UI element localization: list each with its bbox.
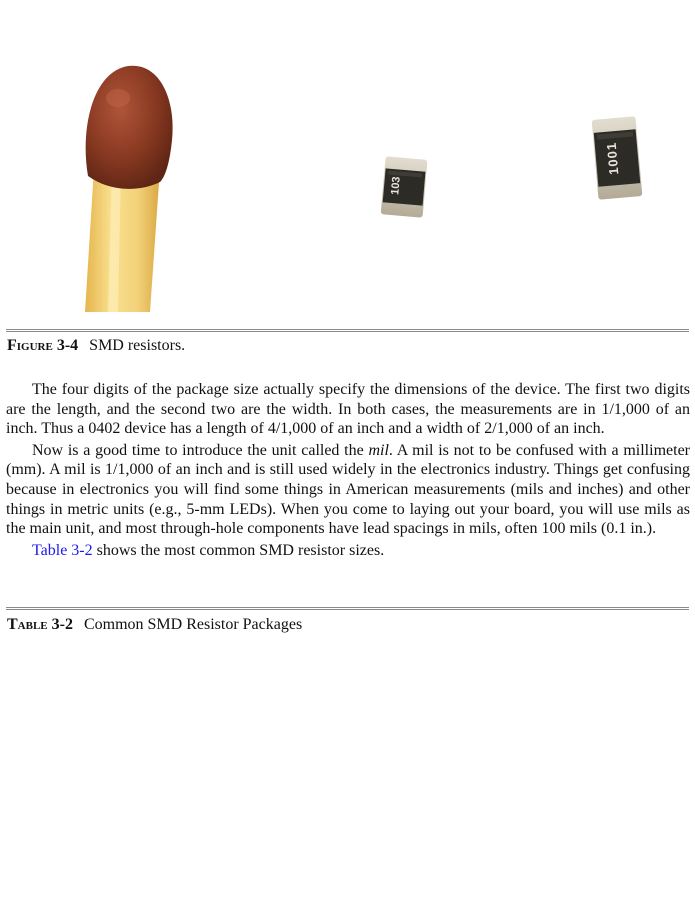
figure-label: Figure	[7, 337, 53, 354]
figure-caption	[7, 337, 185, 355]
para2-before: Now is a good time to introduce the unit called the	[32, 441, 369, 459]
table-3-2-link[interactable]: Table 3-2	[32, 541, 93, 559]
table-label: Table	[7, 616, 48, 633]
figure-caption-text: SMD resistors.	[89, 337, 186, 354]
smd-resistors-photo	[0, 0, 695, 320]
para3-after: shows the most common SMD resistor sizes.	[92, 541, 385, 559]
paragraph-mil-unit	[6, 441, 690, 539]
table-caption	[7, 616, 302, 634]
match-head	[86, 66, 173, 189]
table-caption-text: Common SMD Resistor Packages	[83, 616, 303, 633]
paragraph-package-size: The four digits of the package size actually specify the dimensions of the device. The first two digits are the length, and the second two are the width. In both cases, the measurements are in 1/1,000 of an inch. Thus a 0402 device has a length of 4/1,000 of an inch and a width of 2/1,000 of an inch.	[6, 381, 690, 438]
resistor-large-marking: 1001	[603, 141, 622, 176]
table-number: 3-2	[51, 616, 73, 633]
resistor-small-marking: 103	[389, 176, 403, 196]
para2-after: . A mil is not to be confused with a millimeter (mm). A mil is 1/1,000 of an inch and is still used widely in the electronics industry. Things get confusing because in electronics you will find some things in American measurements (mils and inches) and other things in metric units (e.g., 5-mm LEDs). When you come to laying out your board, you will use mils as the main unit, and most through-hole components have lead spacings in mils, often 100 mils (0.1 in.).	[6, 441, 690, 538]
body-text	[6, 380, 690, 560]
match-stick	[85, 168, 160, 312]
figure-number: 3-4	[56, 337, 79, 354]
figure-caption-rule	[6, 329, 689, 332]
term-mil: mil	[368, 441, 389, 459]
paragraph-table-reference	[6, 541, 690, 561]
table-caption-rule	[6, 607, 689, 610]
smd-resistor-small	[381, 156, 428, 217]
